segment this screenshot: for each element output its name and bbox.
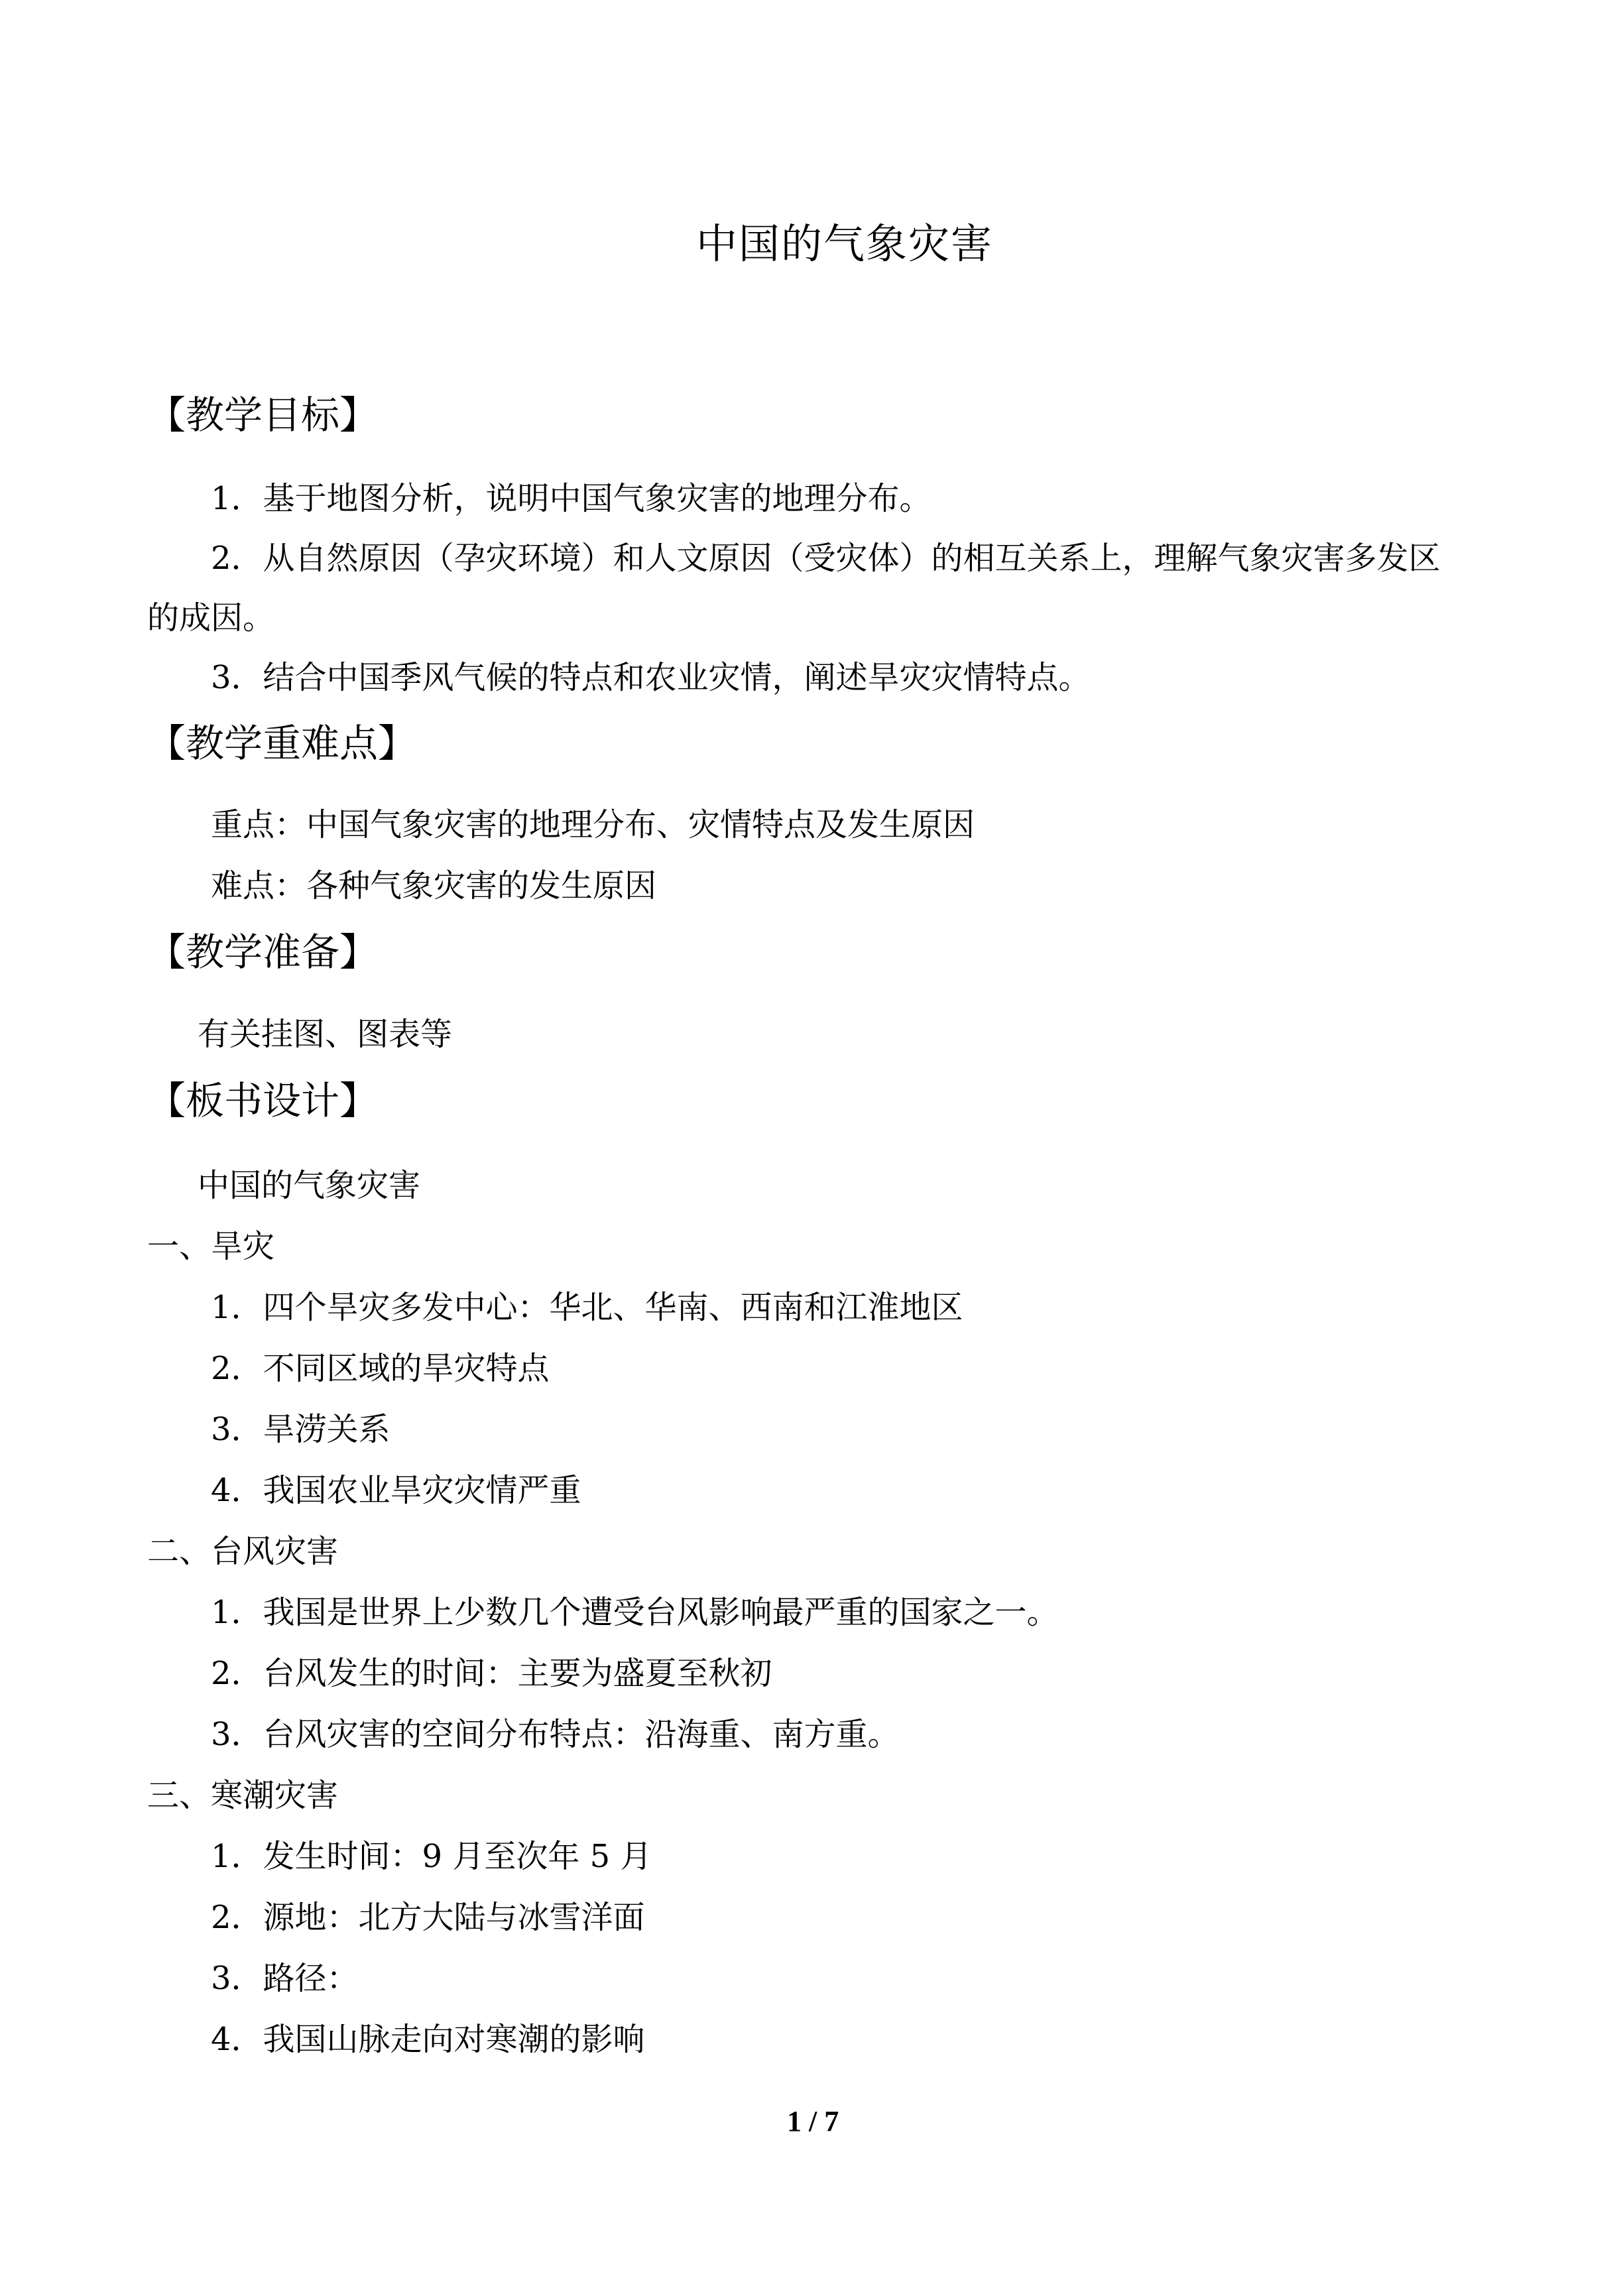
part-label-drought: 一、旱灾 [147,1228,275,1265]
cold-wave-item-1: 1．发生时间：9 月至次年 5 月 [211,1838,652,1875]
typhoon-item-1: 1．我国是世界上少数几个遭受台风影响最严重的国家之一。 [211,1594,1059,1631]
objective-item-2: 2．从自然原因（孕灾环境）和人文原因（受灾体）的相互关系上，理解气象灾害多发区 [211,540,1441,577]
key-point-difficulty: 难点：各种气象灾害的发生原因 [211,867,657,904]
drought-item-3: 3．旱涝关系 [211,1411,391,1448]
cold-wave-item-2: 2．源地：北方大陆与冰雪洋面 [211,1899,645,1936]
part-label-typhoon: 二、台风灾害 [147,1533,339,1570]
heading-objectives: 【教学目标】 [147,393,379,438]
objective-item-1: 1．基于地图分析，说明中国气象灾害的地理分布。 [211,480,932,517]
heading-key-points: 【教学重难点】 [147,721,417,766]
page-number: 1 / 7 [787,2105,839,2138]
cold-wave-item-4: 4．我国山脉走向对寒潮的影响 [211,2021,645,2058]
key-point-focus: 重点：中国气象灾害的地理分布、灾情特点及发生原因 [211,806,975,843]
heading-preparation: 【教学准备】 [147,930,379,975]
drought-item-2: 2．不同区域的旱灾特点 [211,1350,550,1387]
objective-item-3: 3．结合中国季风气候的特点和农业灾情，阐述旱灾灾情特点。 [211,659,1091,696]
drought-item-1: 1．四个旱灾多发中心：华北、华南、西南和江淮地区 [211,1289,963,1326]
heading-board-design: 【板书设计】 [147,1078,379,1123]
board-subtitle: 中国的气象灾害 [198,1167,421,1204]
objective-item-2-cont: 的成因。 [147,599,275,636]
document-title: 中国的气象灾害 [696,219,994,268]
drought-item-4: 4．我国农业旱灾灾情严重 [211,1472,581,1509]
cold-wave-item-3: 3．路径： [211,1960,359,1997]
preparation-item: 有关挂图、图表等 [198,1016,453,1053]
typhoon-item-3: 3．台风灾害的空间分布特点：沿海重、南方重。 [211,1716,900,1753]
part-label-cold-wave: 三、寒潮灾害 [147,1777,339,1814]
typhoon-item-2: 2．台风发生的时间：主要为盛夏至秋初 [211,1655,772,1692]
